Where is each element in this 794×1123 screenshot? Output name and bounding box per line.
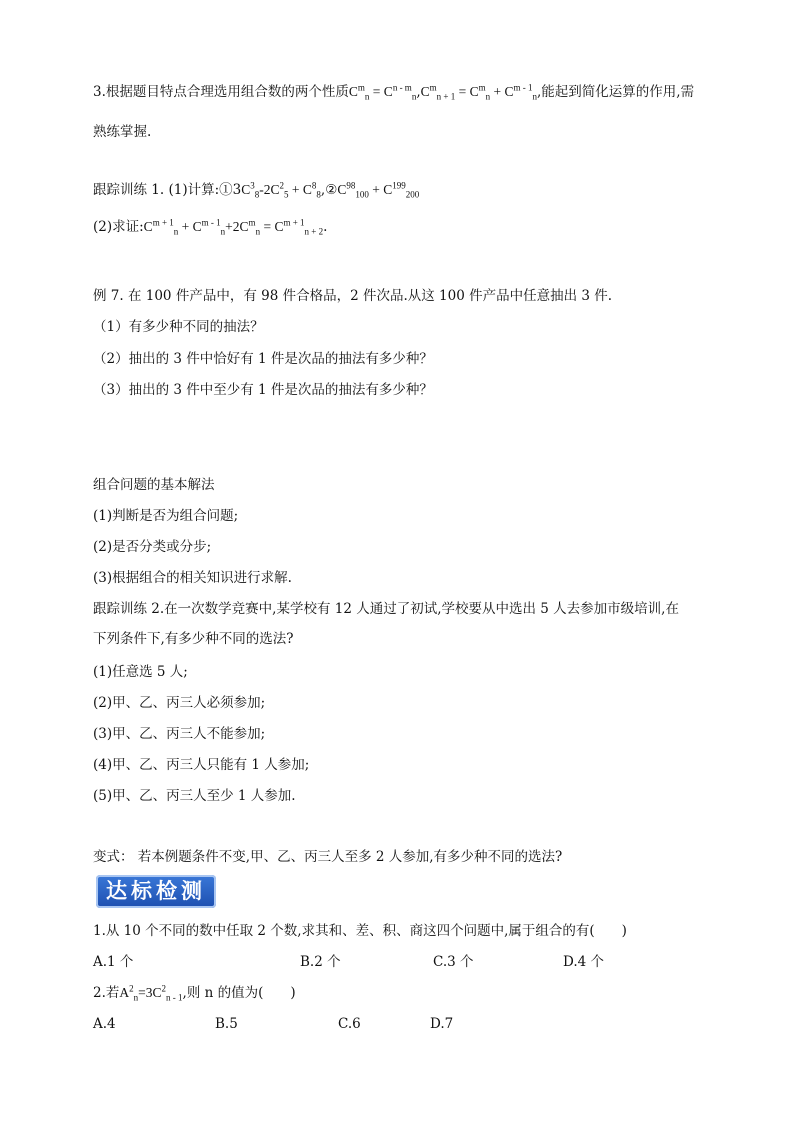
quiz-2-option-c: C.6 (338, 1016, 361, 1032)
variant-question: 变式： 若本例题条件不变,甲、乙、丙三人至多 2 人参加,有多少种不同的选法? (93, 849, 563, 865)
training-2-cond-5: (5)甲、乙、丙三人至少 1 人参加. (93, 788, 296, 804)
example-7-q2: （2）抽出的 3 件中恰好有 1 件是次品的抽法有多少种？ (93, 351, 433, 367)
quiz-1-option-d: D.4 个 (563, 954, 605, 970)
property-line-1: 3.根据题目特点合理选用组合数的两个性质$C^m_n = C^{n - m}_n,C^m_{n + 1} = C^m_n + C^{m - 1}_n$,能起到简化运算的作用,需 (93, 82, 695, 102)
section-banner: 达标检测 (96, 875, 216, 908)
method-step-2: (2)是否分类或分步; (93, 539, 212, 555)
training-2-cond-3: (3)甲、乙、丙三人不能参加; (93, 726, 266, 742)
quiz-question-1: 1.从 10 个不同的数中任取 2 个数,求其和、差、积、商这四个问题中,属于组合的有( ) (93, 923, 627, 939)
training-1-part-1: 跟踪训练 1. (1)计算$:①3C^3_8-2C^2_5$ + $C^8_8,②C^{98}_{100} + C^{199}_{200}$ (93, 180, 420, 200)
formula-quiz-2: $A^2_n=3C^2_{n - 1}$ (119, 983, 183, 1003)
method-step-1: (1)判断是否为组合问题; (93, 508, 239, 524)
example-7-q1: （1）有多少种不同的抽法？ (93, 319, 264, 335)
training-2-cond-1: (1)任意选 5 人; (93, 664, 188, 680)
quiz-2-option-b: B.5 (215, 1016, 238, 1032)
training-2-cond-2: (2)甲、乙、丙三人必须参加; (93, 695, 266, 711)
quiz-1-option-a: A.1 个 (93, 954, 134, 970)
formula-compute: $C^3_8-2C^2_5 + C^8_8$ (241, 180, 321, 200)
quiz-1-option-b: B.2 个 (300, 954, 341, 970)
quiz-2-option-a: A.4 (93, 1016, 116, 1032)
training-2-line-1: 跟踪训练 2.在一次数学竞赛中,某学校有 12 人通过了初试,学校要从中选出 5 人去参加市级培训,在 (93, 601, 679, 617)
method-step-3: (3)根据组合的相关知识进行求解. (93, 570, 292, 586)
formula-property-2: $C^m_{n + 1} = C^m_n + C^{m - 1}_n$ (420, 82, 538, 102)
formula-property-1: $C^m_n = C^{n - m}_n$ (348, 82, 417, 102)
quiz-2-option-d: D.7 (430, 1016, 454, 1032)
training-2-line-2: 下列条件下,有多少种不同的选法? (93, 631, 294, 647)
example-7-intro: 例 7. 在 100 件产品中，有 98 件合格品，2 件次品.从这 100 件产品中任意抽出 3 件. (93, 288, 613, 304)
method-title: 组合问题的基本解法 (93, 477, 215, 493)
formula-prove: $C^{m + 1}_n + C^{m - 1}_n+2C^m_n = C^{m + 1}_{n + 2}$ (143, 217, 324, 237)
example-7-q3: （3）抽出的 3 件中至少有 1 件是次品的抽法有多少种？ (93, 382, 433, 398)
quiz-1-option-c: C.3 个 (433, 954, 474, 970)
property-line-2: 熟练掌握. (93, 124, 152, 140)
quiz-question-2: 2.若$A^2_n=3C^2_{n - 1}$,则 n 的值为( ) (93, 983, 296, 1003)
formula-compute-2: $C^{98}_{100} + C^{199}_{200}$ (337, 180, 420, 200)
training-2-cond-4: (4)甲、乙、丙三人只能有 1 人参加; (93, 757, 310, 773)
training-1-part-2: (2)求证$:C^{m + 1}_n + C^{m - 1}_n+2C^m_n = C^{m + 1}_{n + 2}$. (93, 217, 328, 237)
